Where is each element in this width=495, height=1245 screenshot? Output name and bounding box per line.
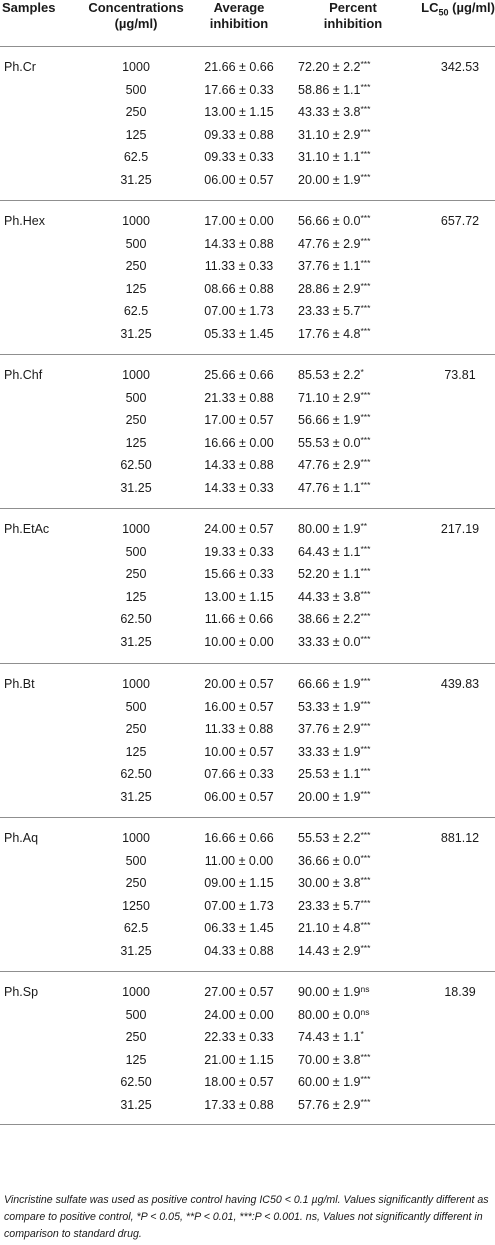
table-row [0, 300, 495, 322]
significance-marker: *** [360, 412, 371, 423]
significance-marker: ** [360, 521, 368, 531]
table-row [0, 541, 495, 563]
row-divider [0, 354, 495, 355]
percent-inhibition-cell [298, 586, 416, 608]
percent-inhibition-value: 53.33 ± 1.9 [298, 699, 361, 714]
significance-marker: *** [360, 676, 371, 686]
significance-marker: *** [360, 172, 371, 182]
table-row [0, 79, 495, 101]
concentration-cell: 31.25 [120, 481, 152, 495]
significance-marker: *** [360, 634, 371, 644]
percent-inhibition-cell [298, 56, 416, 78]
percent-inhibition-cell [298, 1004, 416, 1026]
percent-inhibition-cell [298, 1071, 416, 1093]
percent-inhibition-value: 28.86 ± 2.9 [298, 281, 361, 296]
percent-inhibition-cell [298, 387, 416, 409]
table-row [0, 563, 495, 585]
significance-marker: *** [360, 1097, 371, 1107]
average-inhibition-cell: 14.33 ± 0.33 [204, 481, 274, 495]
percent-inhibition-value: 31.10 ± 2.9 [298, 127, 361, 142]
concentration-cell: 62.50 [120, 458, 152, 473]
percent-inhibition-value: 21.10 ± 4.8 [298, 921, 361, 936]
concentration-cell: 125 [125, 435, 147, 450]
header-concentrations [78, 0, 194, 32]
percent-inhibition-cell [298, 300, 416, 322]
table-row [0, 631, 495, 653]
table-row [0, 696, 495, 718]
header-average-inhibition [186, 0, 292, 32]
percent-inhibition-cell [298, 323, 416, 345]
header-percent-line2: inhibition [323, 16, 383, 31]
average-inhibition-cell: 16.66 ± 0.00 [204, 435, 274, 450]
percent-inhibition-value: 60.00 ± 1.9 [298, 1075, 361, 1090]
lc50-value: 439.83 [440, 677, 480, 691]
average-inhibition-cell: 15.66 ± 0.33 [204, 567, 274, 582]
concentration-cell: 125 [125, 1052, 147, 1067]
percent-inhibition-cell [298, 1026, 416, 1048]
percent-inhibition-value: 25.53 ± 1.1 [298, 767, 361, 782]
percent-inhibition-value: 23.33 ± 5.7 [298, 898, 361, 913]
significance-marker: *** [360, 789, 371, 799]
significance-marker: * [360, 1029, 364, 1040]
percent-inhibition-value: 80.00 ± 1.9 [298, 522, 361, 536]
concentration-cell: 1000 [122, 522, 150, 536]
table-row [0, 432, 495, 454]
significance-marker: *** [360, 920, 371, 931]
header-percent-inhibition [300, 0, 406, 32]
table-row [0, 323, 495, 345]
row-divider [0, 508, 495, 509]
average-inhibition-cell: 13.00 ± 1.15 [204, 105, 274, 120]
average-inhibition-cell: 07.00 ± 1.73 [204, 304, 274, 319]
average-inhibition-cell: 10.00 ± 0.00 [204, 635, 274, 649]
percent-inhibition-cell [298, 741, 416, 763]
table-row [0, 786, 495, 808]
percent-inhibition-value: 58.86 ± 1.1 [298, 82, 361, 97]
percent-inhibition-cell [298, 541, 416, 563]
concentration-cell: 62.5 [123, 304, 149, 319]
concentration-cell: 62.50 [120, 767, 152, 782]
percent-inhibition-value: 66.66 ± 1.9 [298, 677, 361, 691]
significance-marker: ns [360, 1006, 370, 1017]
significance-marker: *** [360, 59, 371, 69]
concentration-cell: 125 [125, 589, 147, 604]
average-inhibition-cell: 18.00 ± 0.57 [204, 1075, 274, 1090]
header-concentrations-line1: Concentrations [88, 0, 184, 15]
significance-marker: *** [360, 213, 371, 223]
percent-inhibition-value: 47.76 ± 2.9 [298, 236, 361, 251]
percent-inhibition-cell [298, 278, 416, 300]
average-inhibition-cell: 24.00 ± 0.57 [204, 522, 274, 536]
table-row [0, 981, 495, 1003]
concentration-cell: 31.25 [120, 327, 152, 341]
concentration-cell: 250 [125, 722, 147, 737]
percent-inhibition-value: 23.33 ± 5.7 [298, 304, 361, 319]
significance-marker: ns [360, 984, 370, 994]
average-inhibition-cell: 16.66 ± 0.66 [204, 831, 274, 845]
percent-inhibition-cell [298, 409, 416, 431]
significance-marker: *** [360, 897, 371, 908]
percent-inhibition-value: 55.53 ± 0.0 [298, 435, 361, 450]
average-inhibition-cell: 21.00 ± 1.15 [204, 1052, 274, 1067]
percent-inhibition-value: 33.33 ± 1.9 [298, 744, 361, 759]
table-row [0, 895, 495, 917]
significance-marker: * [360, 367, 364, 377]
percent-inhibition-cell [298, 872, 416, 894]
concentration-cell: 62.50 [120, 1075, 152, 1090]
average-inhibition-cell: 06.00 ± 0.57 [204, 173, 274, 187]
table-row [0, 278, 495, 300]
concentration-cell: 1000 [122, 677, 150, 691]
average-inhibition-cell: 10.00 ± 0.57 [204, 744, 274, 759]
average-inhibition-cell: 09.33 ± 0.88 [204, 127, 274, 142]
percent-inhibition-cell [298, 233, 416, 255]
average-inhibition-cell: 11.66 ± 0.66 [204, 612, 274, 627]
percent-inhibition-value: 38.66 ± 2.2 [298, 612, 361, 627]
percent-inhibition-cell [298, 1094, 416, 1116]
percent-inhibition-cell [298, 364, 416, 386]
table-row [0, 233, 495, 255]
table-row [0, 210, 495, 232]
average-inhibition-cell: 17.00 ± 0.00 [204, 214, 274, 228]
significance-marker: *** [360, 280, 371, 291]
percent-inhibition-value: 72.20 ± 2.2 [298, 60, 361, 74]
row-divider [0, 663, 495, 664]
average-inhibition-cell: 07.66 ± 0.33 [204, 767, 274, 782]
concentration-cell: 62.5 [123, 150, 149, 165]
average-inhibition-cell: 09.33 ± 0.33 [204, 150, 274, 165]
table-footnote: Vincristine sulfate was used as positive control having IC50 < 0.1 µg/ml. Values significantly different as compare to positive control, *P < 0.05, **P < 0.01, ***:P < 0.001. ns, Values not significantly different in comparison to standard drug. [4, 1194, 489, 1240]
significance-marker: *** [360, 766, 371, 777]
table-row [0, 146, 495, 168]
percent-inhibition-value: 30.00 ± 3.8 [298, 876, 361, 891]
percent-inhibition-value: 71.10 ± 2.9 [298, 390, 361, 405]
table-row [0, 409, 495, 431]
concentration-cell: 62.50 [120, 612, 152, 627]
percent-inhibition-value: 47.76 ± 1.1 [298, 481, 361, 495]
percent-inhibition-cell [298, 608, 416, 630]
significance-marker: *** [360, 81, 371, 92]
header-lc50 [400, 0, 495, 21]
percent-inhibition-value: 74.43 ± 1.1 [298, 1030, 361, 1045]
average-inhibition-cell: 11.33 ± 0.33 [204, 259, 274, 274]
significance-marker: *** [360, 126, 371, 137]
concentration-cell: 62.5 [123, 921, 149, 936]
percent-inhibition-value: 37.76 ± 2.9 [298, 722, 361, 737]
concentration-cell: 125 [125, 281, 147, 296]
table-row [0, 718, 495, 740]
percent-inhibition-value: 31.10 ± 1.1 [298, 150, 361, 165]
significance-marker: *** [360, 1074, 371, 1085]
percent-inhibition-value: 52.20 ± 1.1 [298, 567, 361, 582]
percent-inhibition-cell [298, 850, 416, 872]
percent-inhibition-cell [298, 146, 416, 168]
table-row [0, 101, 495, 123]
percent-inhibition-cell [298, 124, 416, 146]
significance-marker: *** [360, 875, 371, 886]
average-inhibition-cell: 21.33 ± 0.88 [204, 390, 274, 405]
percent-inhibition-cell [298, 917, 416, 939]
lc50-value: 18.39 [444, 985, 476, 999]
table-row [0, 763, 495, 785]
significance-marker: *** [360, 566, 371, 577]
table-row [0, 940, 495, 962]
header-samples: Samples [2, 0, 56, 15]
significance-marker: *** [360, 943, 371, 953]
significance-marker: *** [360, 303, 371, 314]
table-row [0, 1004, 495, 1026]
concentration-cell: 1000 [122, 831, 150, 845]
percent-inhibition-cell [298, 518, 416, 540]
sample-name: Ph.Bt [4, 677, 35, 691]
concentration-cell: 500 [125, 544, 147, 559]
percent-inhibition-value: 56.66 ± 1.9 [298, 413, 361, 428]
concentration-cell: 1000 [122, 60, 150, 74]
significance-marker: *** [360, 149, 371, 160]
average-inhibition-cell: 21.66 ± 0.66 [204, 60, 274, 74]
sample-name: Ph.Sp [4, 985, 39, 999]
average-inhibition-cell: 20.00 ± 0.57 [204, 677, 274, 691]
average-inhibition-cell: 27.00 ± 0.57 [204, 985, 274, 999]
percent-inhibition-cell [298, 101, 416, 123]
percent-inhibition-value: 56.66 ± 0.0 [298, 214, 361, 228]
percent-inhibition-value: 80.00 ± 0.0 [298, 1007, 361, 1022]
concentration-cell: 500 [125, 1007, 147, 1022]
table-row [0, 1049, 495, 1071]
percent-inhibition-cell [298, 940, 416, 962]
table-row [0, 454, 495, 476]
average-inhibition-cell: 13.00 ± 1.15 [204, 589, 274, 604]
lc50-value: 342.53 [440, 60, 480, 74]
average-inhibition-cell: 11.00 ± 0.00 [204, 853, 274, 868]
percent-inhibition-cell [298, 454, 416, 476]
concentration-cell: 250 [125, 876, 147, 891]
table-row [0, 917, 495, 939]
percent-inhibition-cell [298, 563, 416, 585]
average-inhibition-cell: 11.33 ± 0.88 [204, 722, 274, 737]
table-row [0, 586, 495, 608]
percent-inhibition-cell [298, 718, 416, 740]
table-row [0, 872, 495, 894]
percent-inhibition-cell [298, 432, 416, 454]
average-inhibition-cell: 17.33 ± 0.88 [204, 1098, 274, 1112]
row-divider [0, 200, 495, 201]
lc50-value: 217.19 [440, 522, 480, 536]
percent-inhibition-cell [298, 786, 416, 808]
table-row [0, 56, 495, 78]
sample-name: Ph.Cr [4, 60, 36, 74]
significance-marker: *** [360, 721, 371, 732]
concentration-cell: 1000 [122, 368, 150, 382]
concentration-cell: 1000 [122, 985, 150, 999]
average-inhibition-cell: 25.66 ± 0.66 [204, 368, 274, 382]
lc50-value: 73.81 [444, 368, 476, 382]
header-lc50-prefix: LC [421, 0, 439, 15]
significance-marker: *** [360, 698, 371, 709]
percent-inhibition-cell [298, 763, 416, 785]
significance-marker: *** [360, 326, 371, 336]
concentration-cell: 250 [125, 1030, 147, 1045]
concentration-cell: 500 [125, 390, 147, 405]
concentration-cell: 250 [125, 567, 147, 582]
percent-inhibition-cell [298, 981, 416, 1003]
table-row [0, 169, 495, 191]
percent-inhibition-cell [298, 895, 416, 917]
percent-inhibition-cell [298, 673, 416, 695]
concentration-cell: 500 [125, 853, 147, 868]
lc50-value: 657.72 [440, 214, 480, 228]
concentration-cell: 31.25 [120, 944, 152, 958]
table-row [0, 1026, 495, 1048]
sample-name: Ph.Hex [4, 214, 45, 228]
percent-inhibition-value: 36.66 ± 0.0 [298, 853, 361, 868]
average-inhibition-cell: 05.33 ± 1.45 [204, 327, 274, 341]
concentration-cell: 125 [125, 744, 147, 759]
table-row [0, 608, 495, 630]
percent-inhibition-value: 14.43 ± 2.9 [298, 944, 361, 958]
significance-marker: *** [360, 830, 371, 840]
average-inhibition-cell: 07.00 ± 1.73 [204, 898, 274, 913]
concentration-cell: 500 [125, 236, 147, 251]
header-average-line2: inhibition [209, 16, 269, 31]
table-row [0, 673, 495, 695]
percent-inhibition-value: 37.76 ± 1.1 [298, 259, 361, 274]
significance-marker: *** [360, 235, 371, 246]
percent-inhibition-value: 85.53 ± 2.2 [298, 368, 361, 382]
concentration-cell: 31.25 [120, 1098, 152, 1112]
significance-marker: *** [360, 457, 371, 468]
header-concentrations-line2: (µg/ml) [114, 16, 158, 31]
table-row [0, 124, 495, 146]
sample-name: Ph.Chf [4, 368, 43, 382]
significance-marker: *** [360, 258, 371, 269]
table-row [0, 850, 495, 872]
average-inhibition-cell: 09.00 ± 1.15 [204, 876, 274, 891]
average-inhibition-cell: 14.33 ± 0.88 [204, 458, 274, 473]
header-average-line1: Average [213, 0, 265, 15]
percent-inhibition-cell [298, 79, 416, 101]
average-inhibition-cell: 16.00 ± 0.57 [204, 699, 274, 714]
concentration-cell: 31.25 [120, 635, 152, 649]
row-divider [0, 46, 495, 47]
significance-marker: *** [360, 434, 371, 445]
percent-inhibition-cell [298, 827, 416, 849]
significance-marker: *** [360, 543, 371, 554]
percent-inhibition-value: 47.76 ± 2.9 [298, 458, 361, 473]
concentration-cell: 250 [125, 413, 147, 428]
percent-inhibition-value: 43.33 ± 3.8 [298, 105, 361, 120]
concentration-cell: 1000 [122, 214, 150, 228]
table-row [0, 364, 495, 386]
table-row [0, 518, 495, 540]
table-row [0, 477, 495, 499]
percent-inhibition-value: 90.00 ± 1.9 [298, 985, 361, 999]
percent-inhibition-value: 57.76 ± 2.9 [298, 1098, 361, 1112]
average-inhibition-cell: 22.33 ± 0.33 [204, 1030, 274, 1045]
average-inhibition-cell: 06.00 ± 0.57 [204, 790, 274, 804]
significance-marker: *** [360, 1051, 371, 1062]
table-row [0, 1071, 495, 1093]
header-percent-line1: Percent [329, 0, 377, 15]
percent-inhibition-value: 33.33 ± 0.0 [298, 635, 361, 649]
percent-inhibition-value: 44.33 ± 3.8 [298, 589, 361, 604]
significance-marker: *** [360, 104, 371, 115]
average-inhibition-cell: 04.33 ± 0.88 [204, 944, 274, 958]
average-inhibition-cell: 17.00 ± 0.57 [204, 413, 274, 428]
header-lc50-suffix: (µg/ml) [448, 0, 495, 15]
table-row [0, 387, 495, 409]
average-inhibition-cell: 19.33 ± 0.33 [204, 544, 274, 559]
row-divider [0, 817, 495, 818]
percent-inhibition-cell [298, 169, 416, 191]
sample-name: Ph.Aq [4, 831, 39, 845]
concentration-cell: 125 [125, 127, 147, 142]
header-lc50-sub: 50 [438, 7, 449, 18]
percent-inhibition-cell [298, 1049, 416, 1071]
percent-inhibition-value: 20.00 ± 1.9 [298, 173, 361, 187]
percent-inhibition-cell [298, 477, 416, 499]
concentration-cell: 1250 [122, 898, 150, 913]
sample-name: Ph.EtAc [4, 522, 50, 536]
table-row [0, 827, 495, 849]
significance-marker: *** [360, 611, 371, 622]
significance-marker: *** [360, 389, 371, 400]
table-row [0, 255, 495, 277]
percent-inhibition-value: 70.00 ± 3.8 [298, 1052, 361, 1067]
percent-inhibition-value: 64.43 ± 1.1 [298, 544, 361, 559]
concentration-cell: 31.25 [120, 173, 152, 187]
concentration-cell: 500 [125, 699, 147, 714]
percent-inhibition-value: 20.00 ± 1.9 [298, 790, 361, 804]
average-inhibition-cell: 17.66 ± 0.33 [204, 82, 274, 97]
concentration-cell: 500 [125, 82, 147, 97]
average-inhibition-cell: 24.00 ± 0.00 [204, 1007, 274, 1022]
lc50-value: 881.12 [440, 831, 480, 845]
percent-inhibition-cell [298, 631, 416, 653]
significance-marker: *** [360, 743, 371, 754]
percent-inhibition-value: 55.53 ± 2.2 [298, 831, 361, 845]
table-row [0, 741, 495, 763]
average-inhibition-cell: 08.66 ± 0.88 [204, 281, 274, 296]
table-header [0, 0, 495, 46]
percent-inhibition-cell [298, 696, 416, 718]
row-divider [0, 971, 495, 972]
concentration-cell: 31.25 [120, 790, 152, 804]
percent-inhibition-cell [298, 210, 416, 232]
table-row [0, 1094, 495, 1116]
percent-inhibition-cell [298, 255, 416, 277]
significance-marker: *** [360, 480, 371, 490]
row-divider [0, 1124, 495, 1125]
concentration-cell: 250 [125, 105, 147, 120]
significance-marker: *** [360, 588, 371, 599]
concentration-cell: 250 [125, 259, 147, 274]
average-inhibition-cell: 14.33 ± 0.88 [204, 236, 274, 251]
average-inhibition-cell: 06.33 ± 1.45 [204, 921, 274, 936]
percent-inhibition-value: 17.76 ± 4.8 [298, 327, 361, 341]
significance-marker: *** [360, 852, 371, 863]
